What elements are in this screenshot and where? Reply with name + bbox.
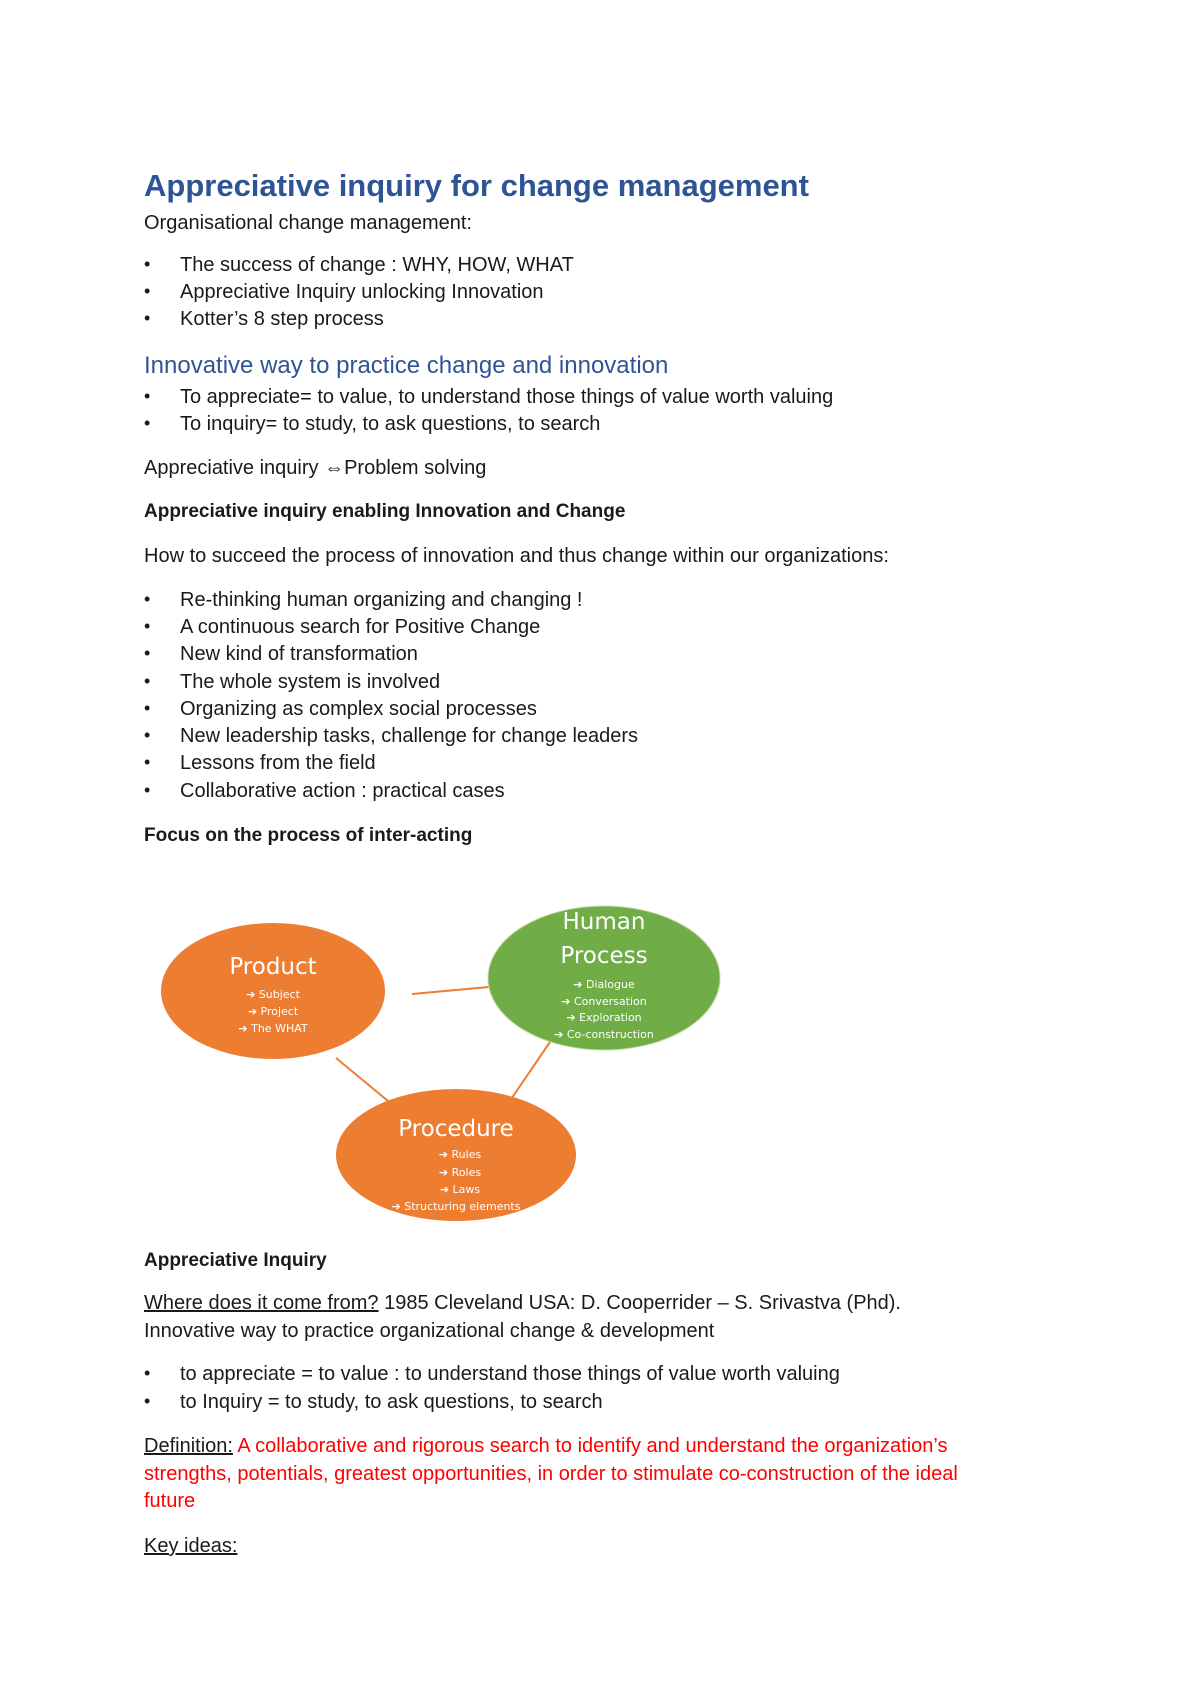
definition-text: A collaborative and rigorous search to identify and understand the organization’s <box>232 1435 948 1457</box>
product-title: Product <box>229 954 317 980</box>
definition-line: future <box>144 1490 196 1512</box>
page-title: Appreciative inquiry for change management <box>144 168 809 203</box>
bullet-icon: • <box>144 281 151 301</box>
product-item: ➔ Subject <box>246 988 300 1001</box>
subheading: Focus on the process of inter-acting <box>144 825 473 846</box>
section-heading: Innovative way to practice change and innovation <box>144 352 669 379</box>
list-item: • Collaborative action : practical cases <box>144 780 505 802</box>
origin-label: Where does it come from? <box>144 1292 379 1314</box>
bullet-icon: • <box>144 725 151 745</box>
paragraph: How to succeed the process of innovation and thus change within our organizations: <box>144 545 889 567</box>
product-item: ➔ Project <box>247 1005 299 1018</box>
procedure-item: ➔ Laws <box>439 1183 481 1196</box>
list-item: • Re-thinking human organizing and changing ! <box>144 589 583 611</box>
human-process-item: ➔ Exploration <box>566 1011 642 1024</box>
list-item: • To inquiry= to study, to ask questions, to search <box>144 413 601 435</box>
list-item: • Kotter’s 8 step process <box>144 308 384 330</box>
definition-label: Definition: <box>144 1435 233 1457</box>
list-item: • to Inquiry = to study, to ask questions, to search <box>144 1391 603 1413</box>
origin-line-2: Innovative way to practice organizational change & development <box>144 1320 715 1342</box>
bullet-icon: • <box>144 413 151 433</box>
subheading: Appreciative inquiry enabling Innovation and Change <box>144 501 626 522</box>
procedure-item: ➔ Rules <box>438 1148 482 1161</box>
human-process-item: ➔ Dialogue <box>573 978 635 991</box>
bullet-icon: • <box>144 589 151 609</box>
bullet-icon: • <box>144 780 151 800</box>
procedure-item: ➔ Roles <box>438 1166 482 1179</box>
definition-line: strengths, potentials, greatest opportunities, in order to stimulate co-construction of the ideal <box>144 1463 958 1485</box>
procedure-item: ➔ Structuring elements <box>391 1200 521 1213</box>
inter-acting-diagram <box>160 895 760 1235</box>
bullet-icon: • <box>144 643 151 663</box>
key-ideas-label: Key ideas: <box>144 1535 238 1557</box>
bullet-icon: • <box>144 308 151 328</box>
list-item: • A continuous search for Positive Change <box>144 616 541 638</box>
list-item: • Organizing as complex social processes <box>144 698 537 720</box>
list-item: • Lessons from the field <box>144 752 376 774</box>
bullet-icon: • <box>144 254 151 274</box>
procedure-title: Procedure <box>398 1116 514 1142</box>
list-item: • New leadership tasks, challenge for change leaders <box>144 725 639 747</box>
bullet-icon: • <box>144 386 151 406</box>
human-process-item: ➔ Co-construction <box>554 1028 654 1041</box>
product-item: ➔ The WHAT <box>238 1022 308 1035</box>
origin-text: 1985 Cleveland USA: D. Cooperrider – S. Srivastva (Phd). <box>378 1292 901 1314</box>
origin-line <box>144 1292 901 1315</box>
human-process-title: Human <box>562 909 646 935</box>
human-process-title: Process <box>560 943 648 969</box>
list-item: • The whole system is involved <box>144 671 441 693</box>
list-item: • Appreciative Inquiry unlocking Innovation <box>144 281 544 303</box>
bullet-icon: • <box>144 1363 151 1383</box>
list-item: • New kind of transformation <box>144 643 418 665</box>
list-item: • The success of change : WHY, HOW, WHAT <box>144 254 574 276</box>
bullet-icon: • <box>144 616 151 636</box>
intro-text: Organisational change management: <box>144 212 472 234</box>
human-process-item: ➔ Conversation <box>561 995 647 1008</box>
bullet-icon: • <box>144 671 151 691</box>
connector-line <box>412 986 500 994</box>
subheading: Appreciative Inquiry <box>144 1250 327 1271</box>
bullet-icon: • <box>144 1391 151 1411</box>
bullet-icon: • <box>144 698 151 718</box>
definition-line <box>144 1435 947 1458</box>
contrast-line: Appreciative inquiry ⇔Problem solving <box>144 457 487 479</box>
list-item: • To appreciate= to value, to understand those things of value worth valuing <box>144 386 834 408</box>
bullet-icon: • <box>144 752 151 772</box>
list-item: • to appreciate = to value : to understand those things of value worth valuing <box>144 1363 840 1385</box>
